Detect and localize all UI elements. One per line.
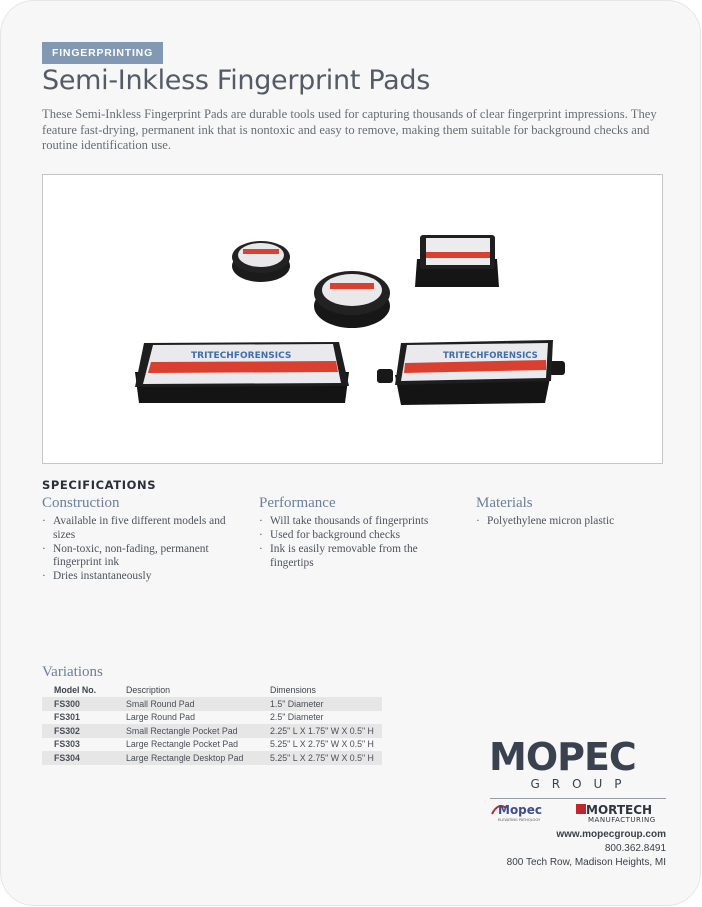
specifications-heading: SPECIFICATIONS bbox=[42, 478, 157, 492]
table-row bbox=[42, 724, 382, 738]
performance-column bbox=[259, 495, 459, 571]
large-rectangle-pocket-pad-image bbox=[135, 342, 349, 403]
large-round-pad-image bbox=[314, 271, 390, 328]
table-header-row bbox=[42, 683, 382, 697]
model-cell: FS302 bbox=[42, 724, 126, 738]
dimensions-cell: 5.25" L X 2.75" W X 0.5" H bbox=[270, 739, 374, 750]
table-row bbox=[42, 738, 382, 752]
model-cell: FS301 bbox=[54, 712, 80, 723]
construction-heading: Construction bbox=[42, 495, 120, 511]
category-tag: FINGERPRINTING bbox=[42, 42, 163, 64]
description-cell: Large Round Pad bbox=[126, 712, 195, 723]
construction-column bbox=[42, 495, 242, 584]
variations-table bbox=[42, 683, 382, 765]
construction-item: · Available in five different models and sizes bbox=[42, 515, 242, 542]
description-cell: Small Rectangle Pocket Pad bbox=[126, 724, 270, 738]
mopec-group-logo bbox=[489, 735, 665, 791]
materials-item: · Polyethylene micron plastic bbox=[476, 515, 676, 529]
page-title: Semi-Inkless Fingerprint Pads bbox=[42, 65, 431, 96]
dimensions-cell: 2.5" Diameter bbox=[270, 712, 324, 723]
mortech-brand-text: MORTECH bbox=[586, 803, 653, 817]
table-row bbox=[42, 697, 382, 711]
description-cell: Large Rectangle Pocket Pad bbox=[126, 739, 238, 750]
description-cell: Large Rectangle Desktop Pad bbox=[126, 751, 270, 765]
table-row bbox=[42, 711, 382, 725]
product-photo bbox=[42, 174, 663, 464]
mortech-brand-tagline: MANUFACTURING bbox=[588, 816, 656, 824]
materials-heading: Materials bbox=[476, 495, 533, 511]
materials-column bbox=[476, 495, 676, 529]
logo-subword: GROUP bbox=[530, 777, 634, 791]
column-header-dimensions: Dimensions bbox=[270, 685, 316, 695]
small-round-pad-image bbox=[232, 241, 290, 282]
table-row bbox=[42, 751, 382, 765]
mortech-logo bbox=[576, 803, 656, 824]
performance-item: · Will take thousands of fingerprints bbox=[259, 515, 459, 529]
address: 800 Tech Row, Madison Heights, MI bbox=[506, 857, 666, 868]
construction-item: · Non-toxic, non-fading, permanent fingerprint ink bbox=[42, 543, 242, 570]
performance-item: · Ink is easily removable from the fingertips bbox=[259, 543, 459, 570]
model-cell: FS300 bbox=[42, 697, 126, 711]
dimensions-cell: 5.25" L X 2.75" W X 0.5" H bbox=[270, 751, 382, 765]
large-rectangle-desktop-pad-image bbox=[377, 340, 565, 405]
column-header-description: Description bbox=[126, 685, 171, 695]
construction-item: · Dries instantaneously bbox=[42, 570, 242, 584]
contact-info bbox=[481, 828, 666, 870]
model-cell: FS304 bbox=[42, 751, 126, 765]
phone-number: 800.362.8491 bbox=[604, 843, 666, 854]
svg-text:TRITECHFORENSICS: TRITECHFORENSICS bbox=[443, 351, 538, 361]
logo-wordmark: MOPEC bbox=[489, 735, 636, 779]
performance-heading: Performance bbox=[259, 495, 336, 511]
variations-heading: Variations bbox=[42, 664, 103, 680]
mopec-brand-text: Mopec bbox=[498, 803, 543, 817]
dimensions-cell: 1.5" Diameter bbox=[270, 697, 382, 711]
performance-item: · Used for background checks bbox=[259, 529, 459, 543]
intro-paragraph: These Semi-Inkless Fingerprint Pads are durable tools used for capturing thousands of clear fingerprint impressions. They feature fast-drying, permanent ink that is nontoxic and easy to remove, making them suitable for background checks and routine identification use. bbox=[42, 107, 657, 152]
dimensions-cell: 2.25" L X 1.75" W X 0.5" H bbox=[270, 724, 382, 738]
column-header-model: Model No. bbox=[54, 685, 97, 695]
model-cell: FS303 bbox=[54, 739, 80, 750]
small-rectangle-pad-image bbox=[415, 235, 499, 287]
sub-brand-logos bbox=[490, 798, 666, 826]
mopec-brand-tagline: ELEVATING PATHOLOGY bbox=[498, 818, 541, 822]
description-cell: Small Round Pad bbox=[126, 697, 270, 711]
svg-text:TRITECHFORENSICS: TRITECHFORENSICS bbox=[191, 351, 292, 361]
mopec-pathology-logo bbox=[492, 803, 542, 822]
website-link[interactable]: www.mopecgroup.com bbox=[556, 829, 666, 840]
